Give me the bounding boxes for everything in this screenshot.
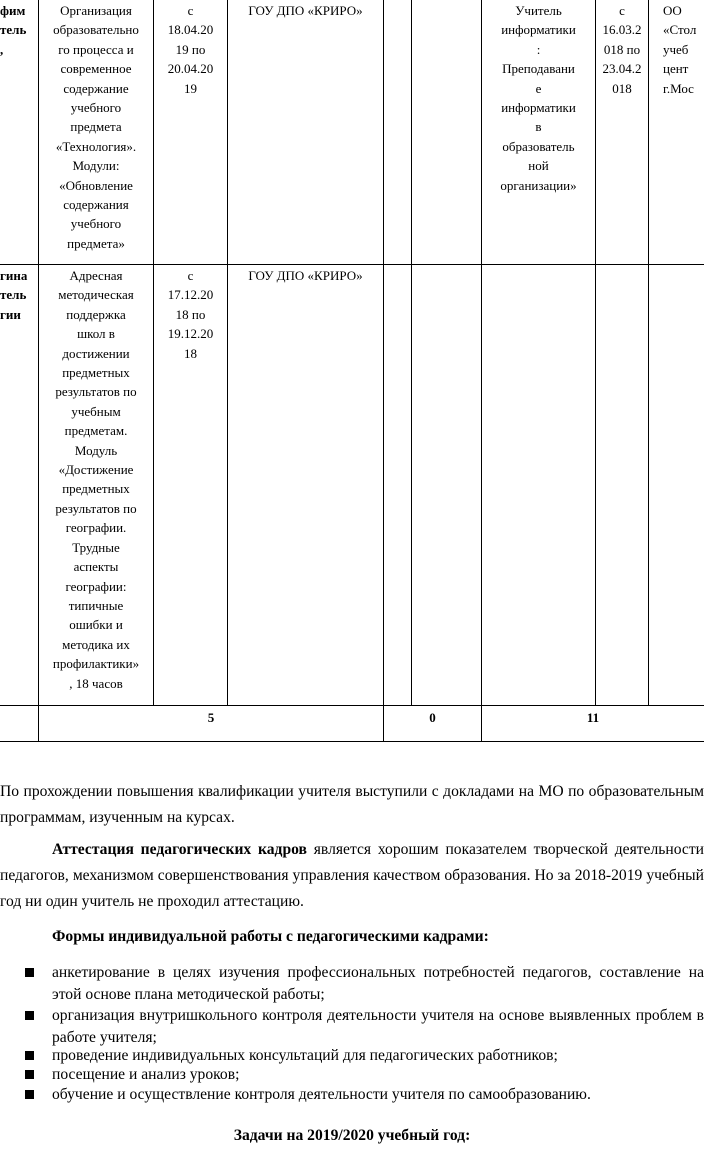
paragraph-attestation <box>0 837 704 915</box>
attestation-rest: является хорошим показателем творческой деятельности педагогов, механизмом совершенствования управления качеством образования. Но за 2018-2019 учебный год ни один учитель не проходил аттестацию. <box>0 841 704 910</box>
course-dates-cell: с 18.04.20 19 по 20.04.20 19 <box>167 3 214 96</box>
square-bullet-icon <box>25 1070 34 1079</box>
paragraph-courses-report: По прохождении повышения квалификации учителя выступили с докладами на МО по образовательным программам, изученным на курсах. <box>0 783 704 826</box>
column-divider <box>411 0 412 706</box>
table-bottom-border <box>0 741 704 742</box>
square-bullet-icon <box>25 1090 34 1099</box>
column-divider <box>383 0 384 742</box>
course-org-cell: ОО «Стол учеб цент г.Мос <box>663 3 697 96</box>
square-bullet-icon <box>25 1051 34 1060</box>
total-count: 0 <box>429 710 436 725</box>
course-org-cell: ГОУ ДПО «КРИРО» <box>248 3 363 18</box>
list-item-text: проведение индивидуальных консультаций для педагогических работников; <box>52 1047 558 1064</box>
course-dates-cell: с 16.03.2 018 по 23.04.2 018 <box>602 3 642 96</box>
heading-individual-work: Формы индивидуальной работы с педагогическими кадрами: <box>52 928 489 945</box>
teacher-name-cell: фим тель , <box>0 3 27 57</box>
total-count: 11 <box>586 710 600 725</box>
total-count: 5 <box>207 710 215 725</box>
attestation-bold: Аттестация педагогических кадров <box>52 841 307 858</box>
column-divider <box>648 0 649 706</box>
column-divider <box>227 0 228 706</box>
square-bullet-icon <box>25 1011 34 1020</box>
list-item-text: обучение и осуществление контроля деятельности учителя по самообразованию. <box>52 1086 591 1103</box>
row-divider <box>0 705 704 706</box>
course-org-cell: ГОУ ДПО «КРИРО» <box>248 268 363 283</box>
list-item-text: посещение и анализ уроков; <box>52 1066 240 1083</box>
course-title-cell: Учитель информатики : Преподавани е информатики в образователь ной организации» <box>500 3 577 193</box>
square-bullet-icon <box>25 968 34 977</box>
row-divider <box>0 264 704 265</box>
heading-tasks: Задачи на 2019/2020 учебный год: <box>233 1127 471 1144</box>
course-title-cell: Адресная методическая поддержка школ в достижении предметных результатов по учебным предметам. Модуль «Достижение предметных результатов по географии. Трудные аспекты географии: типичные ошибки и методика их профилактики» , 18 часов <box>52 268 140 691</box>
course-title-cell: Организация образовательно го процесса и современное содержание учебного предмета «Технология». Модули: «Обновление содержания учебного предмета» <box>53 3 139 251</box>
teacher-name-cell: гина тель гии <box>0 268 28 322</box>
list-item-text: организация внутришкольного контроля деятельности учителя на основе выявленных проблем в работе учителя; <box>52 1007 704 1046</box>
list-item-text: анкетирование в целях изучения профессиональных потребностей педагогов, составление на этой основе плана методической работы; <box>52 964 704 1003</box>
column-divider <box>595 0 596 706</box>
course-dates-cell: с 17.12.20 18 по 19.12.20 18 <box>167 268 214 361</box>
